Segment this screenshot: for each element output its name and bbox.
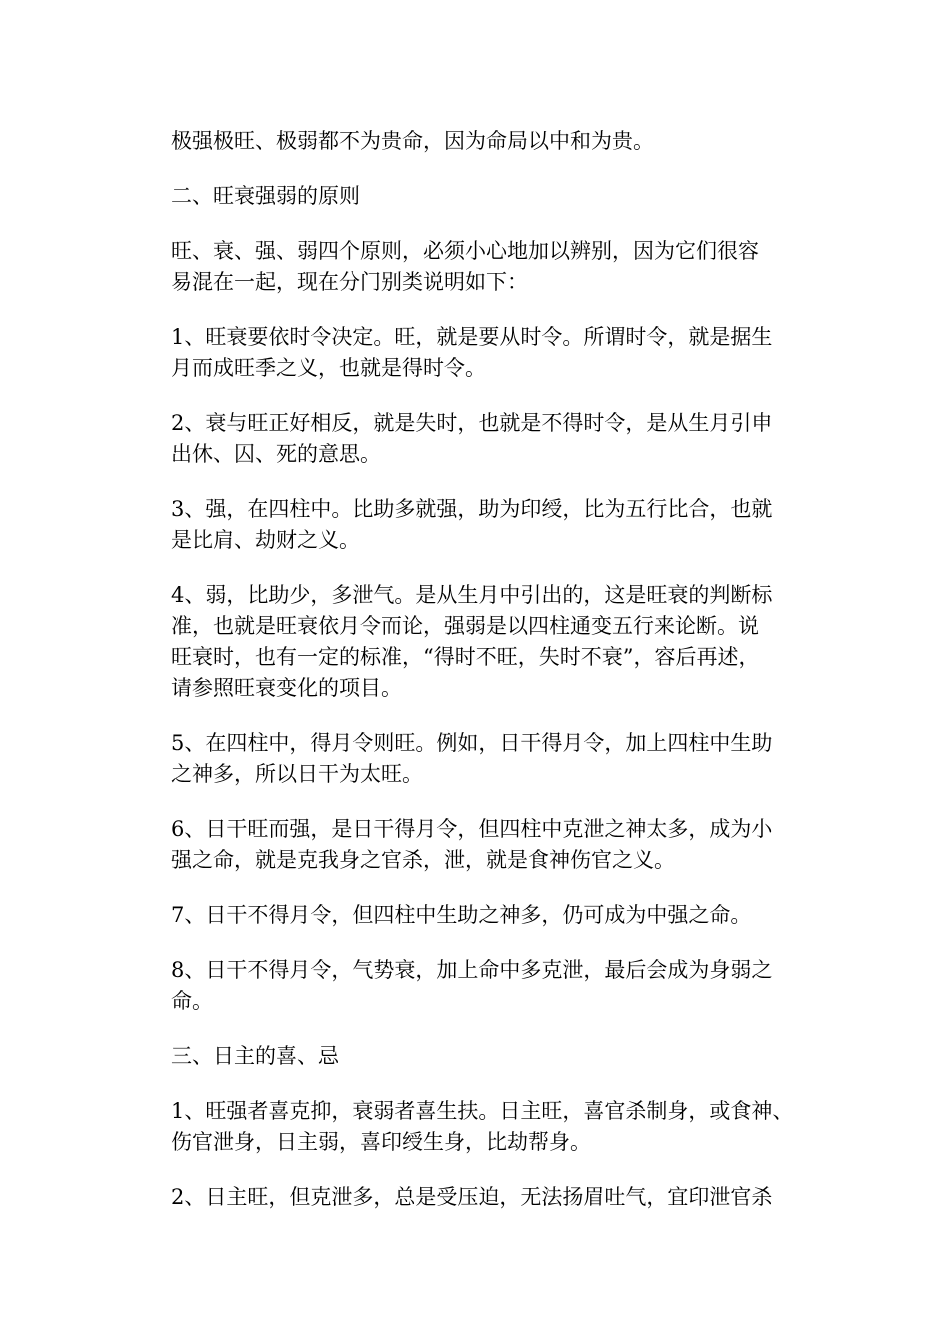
text-line: 2、日主旺，但克泄多，总是受压迫，无法扬眉吐气，宜印泄官杀 xyxy=(171,1185,773,1209)
section-heading xyxy=(171,1041,823,1072)
list-item xyxy=(171,728,823,790)
document-body xyxy=(171,126,823,1237)
text-line: 命。 xyxy=(171,989,213,1013)
list-item xyxy=(171,1182,823,1213)
text-line: 伤官泄身，日主弱，喜印绶生身，比劫帮身。 xyxy=(171,1130,591,1154)
text-line: 易混在一起，现在分门别类说明如下： xyxy=(171,270,528,294)
list-item xyxy=(171,900,823,931)
text-line: 3、强，在四柱中。比助多就强，助为印绶，比为五行比合，也就 xyxy=(171,497,773,521)
list-item xyxy=(171,322,823,384)
text-line: 2、衰与旺正好相反，就是失时，也就是不得时令，是从生月引申 xyxy=(171,411,773,435)
text-line: 之神多，所以日干为太旺。 xyxy=(171,762,423,786)
text-line: 三、日主的喜、忌 xyxy=(171,1044,339,1068)
list-item xyxy=(171,955,823,1017)
text-line: 8、日干不得月令，气势衰，加上命中多克泄，最后会成为身弱之 xyxy=(171,958,773,982)
text-line: 5、在四柱中，得月令则旺。例如，日干得月令，加上四柱中生助 xyxy=(171,731,773,755)
list-item xyxy=(171,494,823,556)
text-line: 旺、衰、强、弱四个原则，必须小心地加以辨别，因为它们很容 xyxy=(171,239,759,263)
list-item xyxy=(171,580,823,704)
paragraph xyxy=(171,126,823,157)
text-line: 7、日干不得月令，但四柱中生助之神多，仍可成为中强之命。 xyxy=(171,903,752,927)
text-line: 准，也就是旺衰依月令而论，强弱是以四柱通变五行来论断。说 xyxy=(171,614,759,638)
paragraph xyxy=(171,236,823,298)
list-item xyxy=(171,814,823,876)
list-item xyxy=(171,408,823,470)
text-line: 强之命，就是克我身之官杀，泄，就是食神伤官之义。 xyxy=(171,848,675,872)
list-item xyxy=(171,1096,823,1158)
text-line: 4、弱，比助少，多泄气。是从生月中引出的，这是旺衰的判断标 xyxy=(171,583,773,607)
text-line: 1、旺强者喜克抑，衰弱者喜生扶。日主旺，喜官杀制身，或食神、 xyxy=(171,1099,794,1123)
text-line: 旺衰时，也有一定的标准，“得时不旺，失时不衰”，容后再述， xyxy=(171,645,760,669)
text-line: 6、日干旺而强，是日干得月令，但四柱中克泄之神太多，成为小 xyxy=(171,817,773,841)
text-line: 出休、囚、死的意思。 xyxy=(171,442,381,466)
text-line: 是比肩、劫财之义。 xyxy=(171,528,360,552)
text-line: 请参照旺衰变化的项目。 xyxy=(171,676,402,700)
text-line: 1、旺衰要依时令决定。旺，就是要从时令。所谓时令，就是据生 xyxy=(171,325,773,349)
text-line: 二、旺衰强弱的原则 xyxy=(171,184,360,208)
text-line: 极强极旺、极弱都不为贵命，因为命局以中和为贵。 xyxy=(171,129,654,153)
section-heading xyxy=(171,181,823,212)
text-line: 月而成旺季之义，也就是得时令。 xyxy=(171,356,486,380)
